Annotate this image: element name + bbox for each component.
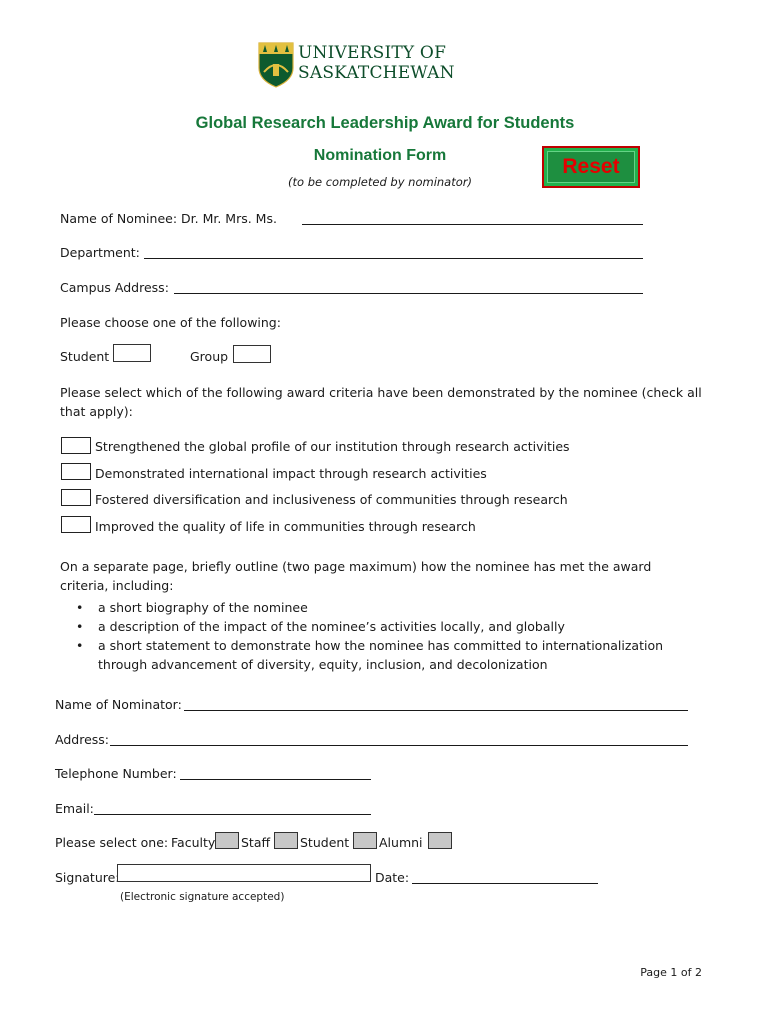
criteria-checkbox-1[interactable] [61,437,91,454]
logo-text-line1: UNIVERSITY OF [298,43,447,63]
signature-field[interactable] [117,864,371,882]
telephone-field[interactable] [180,765,371,780]
criteria-intro: Please select which of the following award criteria have been demonstrated by the nominee (check all that apply): [60,385,702,419]
staff-checkbox[interactable] [274,832,298,849]
address-field[interactable] [110,731,688,746]
signature-label: Signature: [55,870,120,885]
email-label: Email: [55,801,94,816]
criteria-label-3: Fostered diversification and inclusiveness of communities through research [95,492,568,507]
criteria-checkbox-4[interactable] [61,516,91,533]
criteria-label-2: Demonstrated international impact through research activities [95,466,487,481]
department-field[interactable] [144,244,643,259]
student-option-label: Student [60,349,110,364]
criteria-checkbox-3[interactable] [61,489,91,506]
logo-text-line2: SASKATCHEWAN [298,63,455,83]
crest-icon [258,42,294,88]
outline-intro: On a separate page, briefly outline (two page maximum) how the nominee has met the award criteria, including: [60,559,652,593]
form-title: Global Research Leadership Award for Students [195,114,575,132]
group-checkbox[interactable] [233,345,271,363]
nominator-name-field[interactable] [184,696,688,711]
form-subtitle: Nomination Form [313,147,447,164]
date-label: Date: [375,870,410,885]
outline-item: • a description of the impact of the nominee’s activities locally, and globally [60,617,700,636]
criteria-label-4: Improved the quality of life in communities through research [95,519,476,534]
campus-address-label: Campus Address: [60,280,169,295]
alumni-checkbox[interactable] [428,832,452,849]
reset-button-label: Reset [547,151,635,183]
reset-button[interactable] [542,146,640,188]
university-logo [258,42,455,88]
completion-note: (to be completed by nominator) [288,175,472,189]
address-label: Address: [55,732,109,747]
select-one-label: Please select one: [55,835,169,850]
faculty-option-label: Faculty [171,835,216,850]
telephone-label: Telephone Number: [55,766,177,781]
group-option-label: Group [190,349,229,364]
nominee-name-field[interactable] [302,210,643,225]
outline-item: • a short statement to demonstrate how the nominee has committed to internationalization through advancement of diversity, equity, inclusion, and decolonization [60,636,700,674]
faculty-checkbox[interactable] [215,832,239,849]
criteria-checkbox-2[interactable] [61,463,91,480]
outline-list [60,598,700,674]
signature-note: (Electronic signature accepted) [120,891,285,903]
email-field[interactable] [94,800,371,815]
student-checkbox[interactable] [113,344,151,362]
page-number: Page 1 of 2 [640,966,702,979]
choose-label: Please choose one of the following: [60,315,281,330]
outline-item: • a short biography of the nominee [60,598,700,617]
nominee-name-label: Name of Nominee: Dr. Mr. Mrs. Ms. [60,211,277,226]
criteria-label-1: Strengthened the global profile of our institution through research activities [95,439,570,454]
student-nominator-checkbox[interactable] [353,832,377,849]
date-field[interactable] [412,869,598,884]
department-label: Department: [60,245,140,260]
nominator-name-label: Name of Nominator: [55,697,182,712]
student-nominator-option-label: Student [300,835,350,850]
alumni-option-label: Alumni [379,835,423,850]
campus-address-field[interactable] [174,279,643,294]
staff-option-label: Staff [241,835,271,850]
